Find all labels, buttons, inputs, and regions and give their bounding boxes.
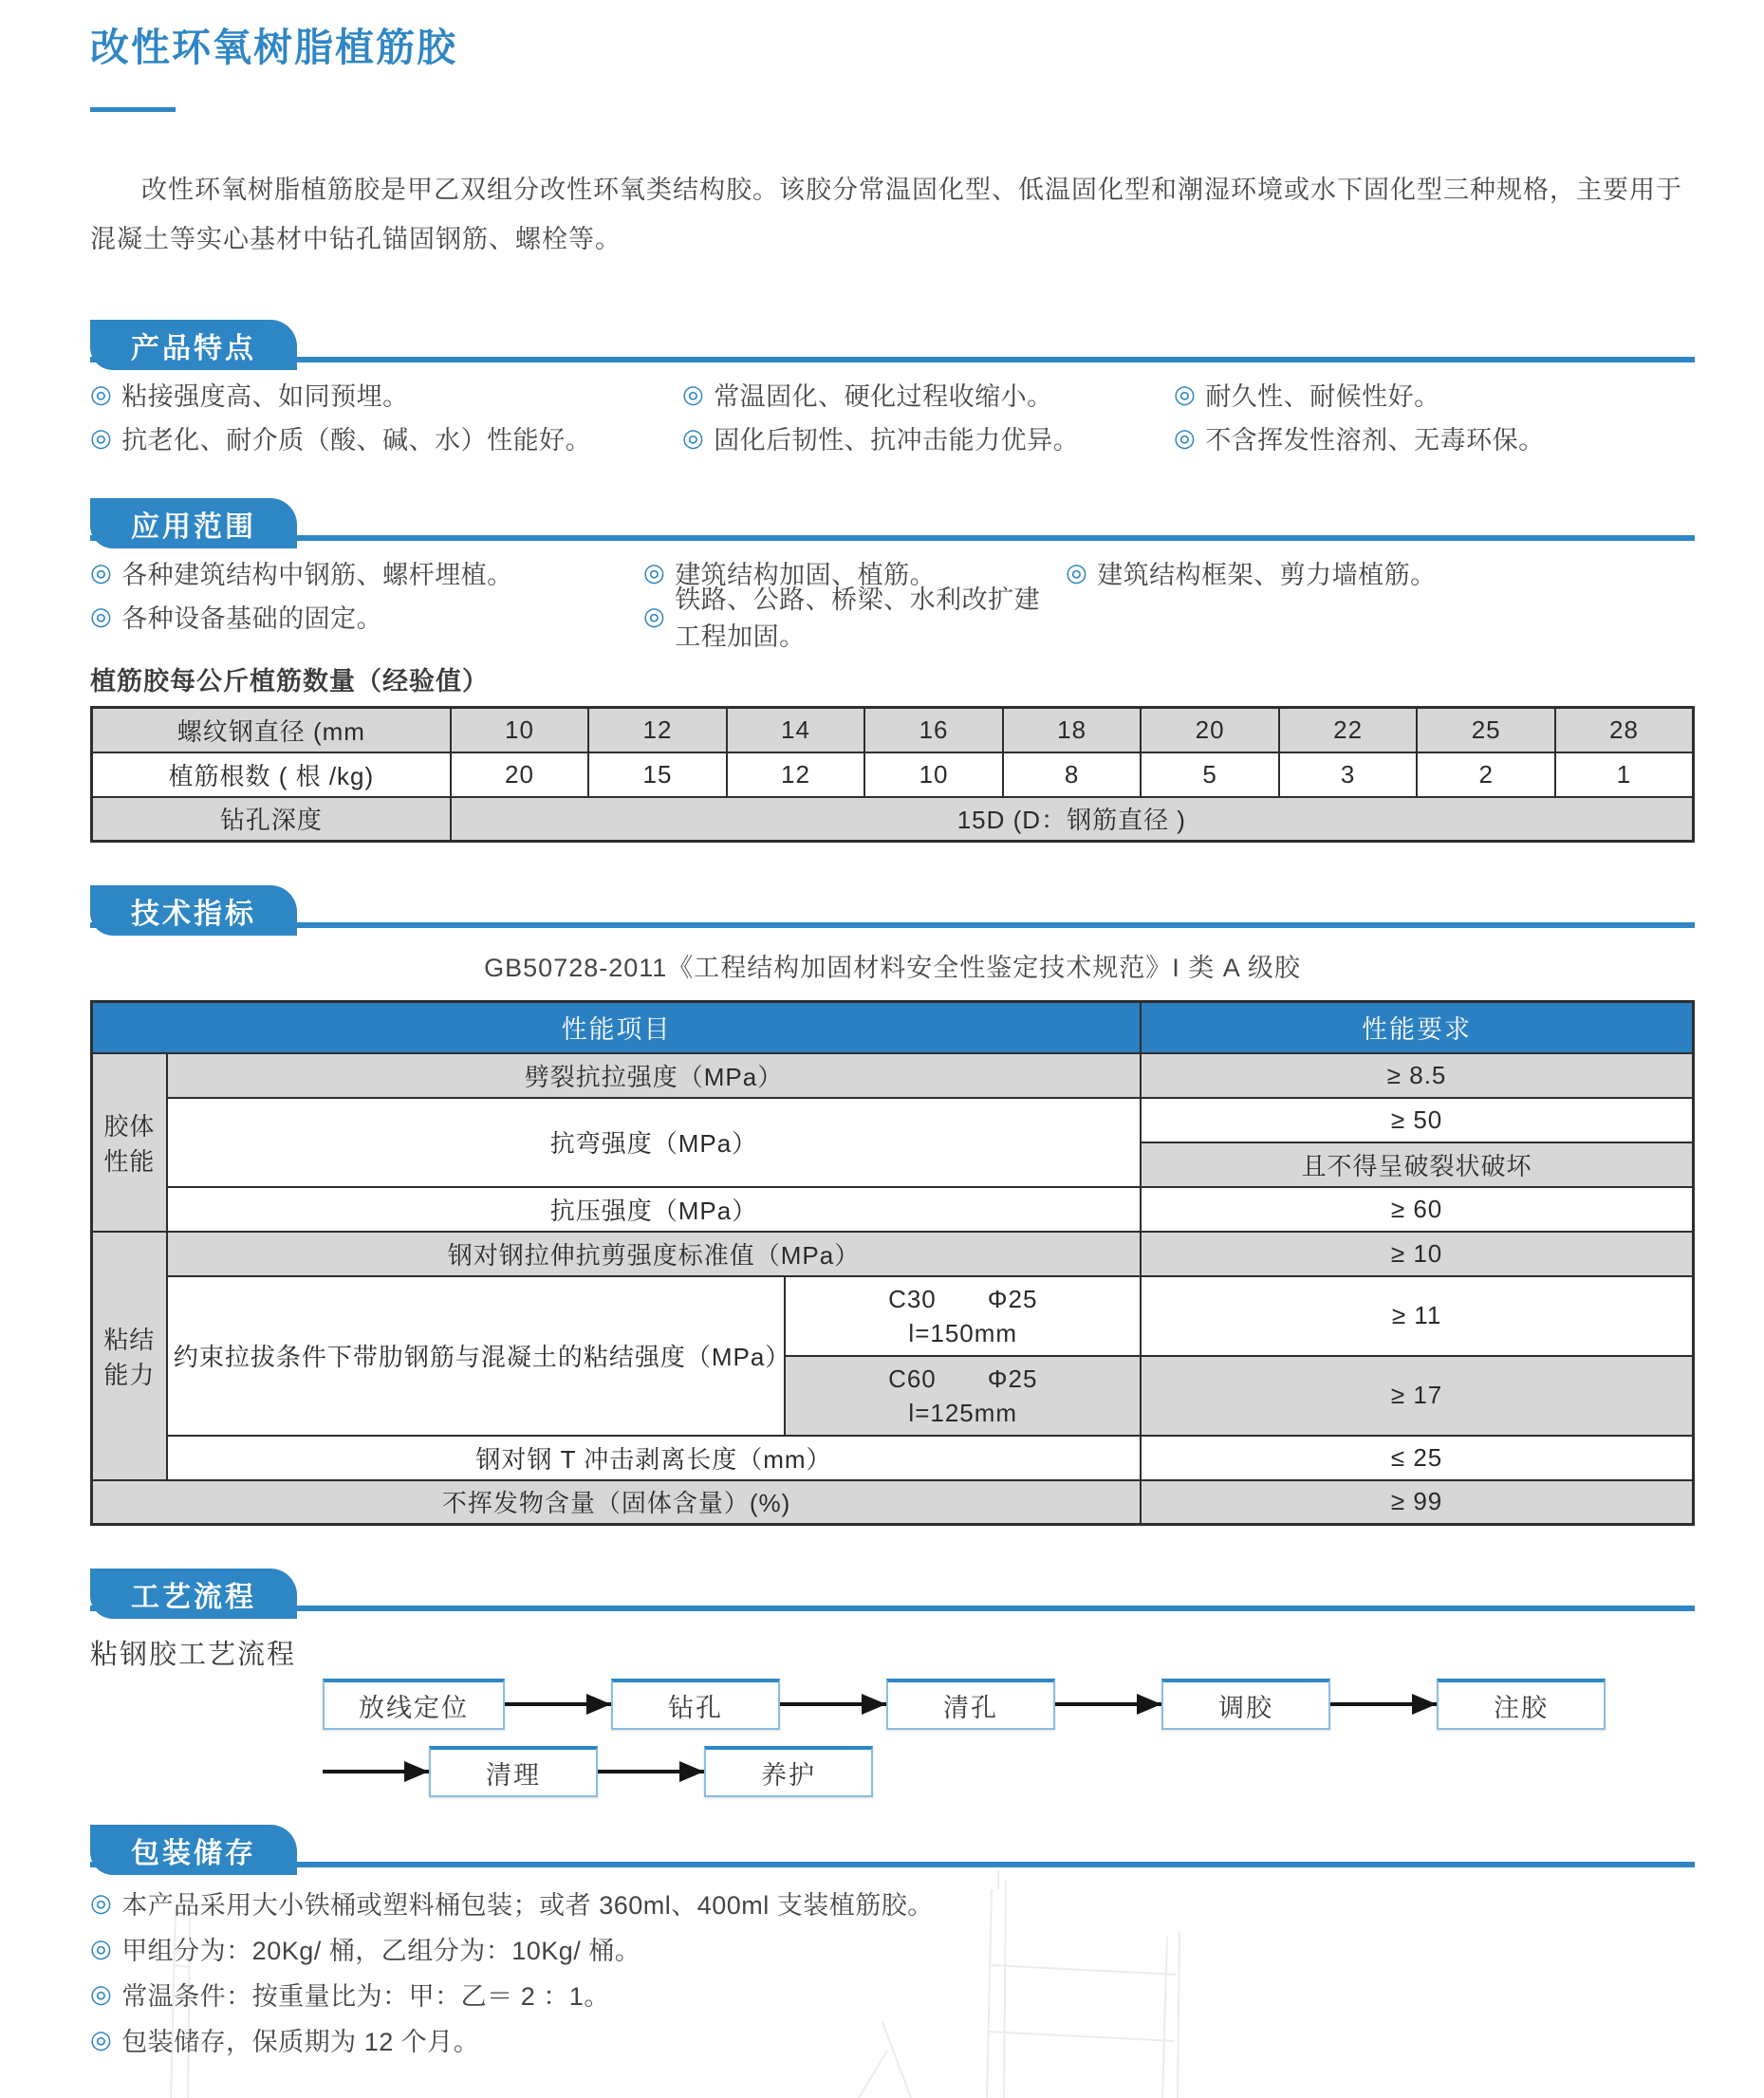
feature-item [90,419,591,456]
flow-step-box: 调胶 [1161,1679,1330,1730]
feature-text: 粘接强度高、如同预埋。 [121,381,409,411]
group-cell: 粘结能力 [92,1232,167,1480]
section-badge-tech: 技术指标 [90,885,297,936]
flow-step-box: 放线定位 [323,1679,505,1730]
section-header-features [90,315,1695,370]
feature-text: 固化后韧性、抗冲击能力优异。 [714,425,1080,455]
section-rule [90,922,1695,928]
application-item [90,598,382,635]
double-circle-bullet-icon: ◎ [90,558,113,587]
double-circle-bullet-icon: ◎ [1066,558,1088,587]
cell: 1 [1555,752,1694,797]
section-badge-applications: 应用范围 [90,498,297,548]
packaging-list [90,1888,1695,2056]
arrow-right-icon [598,1770,704,1773]
value-cell: 且不得呈破裂状破坏 [1141,1142,1693,1187]
table-row [92,1436,1694,1480]
value-cell: ≥ 8.5 [1141,1053,1693,1098]
header-item: 性能项目 [92,1002,1142,1053]
property-cell: 不挥发物含量（固体含量）(%) [92,1480,1142,1525]
section-badge-process: 工艺流程 [90,1569,297,1619]
value-cell: ≥ 50 [1141,1098,1693,1142]
section-rule [90,1606,1695,1611]
flow-step-box: 注胶 [1437,1679,1606,1730]
table-row [92,1276,1694,1356]
cell: 12 [588,708,727,752]
header-req: 性能要求 [1141,1002,1693,1053]
feature-text: 常温固化、硬化过程收缩小。 [714,381,1053,411]
feature-text: 抗老化、耐介质（酸、碱、水）性能好。 [121,425,592,455]
page-title: 改性环氧树脂植筋胶 [90,26,457,69]
condition-line: C60 Φ25 [888,1364,1038,1393]
row-header: 螺纹钢直径 (mm [92,708,451,752]
packaging-text: 常温条件：按重量比为：甲：乙＝ 2 ：1。 [121,1981,610,2011]
value-cell: ≥ 10 [1141,1232,1693,1276]
packaging-item [90,1934,1695,1965]
feature-item [1174,419,1545,456]
property-cell: 约束拉拔条件下带肋钢筋与混凝土的粘结强度（MPa） [167,1276,786,1436]
property-cell: 抗弯强度（MPa） [167,1098,1141,1187]
property-cell: 钢对钢 T 冲击剥离长度（mm） [167,1436,1141,1480]
cell: 20 [451,752,589,797]
value-cell: ≥ 11 [1141,1276,1693,1356]
rebar-table-caption: 植筋胶每公斤植筋数量（经验值） [90,667,489,696]
cell: 10 [864,752,1003,797]
property-cell: 劈裂抗拉强度（MPa） [167,1053,1141,1098]
feature-item [682,419,1079,456]
feature-text: 耐久性、耐候性好。 [1205,381,1440,411]
table-row [92,1187,1694,1232]
cell: 8 [1003,752,1142,797]
table-row [92,1480,1694,1525]
cell: 14 [727,708,865,752]
table-row [92,1098,1694,1142]
section-rule [90,1862,1695,1867]
feature-text: 不含挥发性溶剂、无毒环保。 [1205,425,1545,455]
condition-line: l=150mm [908,1318,1018,1347]
intro-paragraph: 改性环氧树脂植筋胶是甲乙双组分改性环氧类结构胶。该胶分常温固化型、低温固化型和潮湿环境或水下固化型三种规格，主要用于混凝土等实心基材中钻孔锚固钢筋、螺栓等。 [90,176,1682,254]
process-flow-label: 粘钢胶工艺流程 [90,1640,297,1671]
flow-step-box: 钻孔 [611,1679,780,1730]
group-cell: 胶体性能 [92,1053,167,1232]
value-cell: ≤ 25 [1141,1436,1693,1480]
flow-step-box: 清理 [429,1746,598,1797]
process-flow-row-1 [323,1678,1695,1731]
cell: 28 [1555,708,1694,752]
property-cell: 抗压强度（MPa） [167,1187,1141,1232]
condition-cell [785,1356,1141,1436]
double-circle-bullet-icon: ◎ [90,1979,113,2009]
application-text: 铁路、公路、桥梁、水利改扩建工程加固。 [675,585,1041,652]
application-item [90,554,513,591]
cell: 22 [1279,708,1418,752]
arrow-right-icon [1330,1702,1437,1706]
value-cell: ≥ 17 [1141,1356,1693,1436]
condition-line: l=125mm [908,1398,1018,1427]
features-list [90,372,1695,459]
table-row [92,1232,1694,1276]
feature-item [682,376,1053,413]
arrow-right-icon [323,1770,429,1773]
arrow-right-icon [505,1702,611,1706]
section-header-packaging [90,1820,1695,1875]
tech-standard-line: GB50728-2011《工程结构加固材料安全性鉴定技术规范》I 类 A 级胶 [484,954,1301,983]
rebar-table [90,706,1695,843]
condition-cell [785,1276,1141,1356]
double-circle-bullet-icon: ◎ [90,423,113,453]
double-circle-bullet-icon: ◎ [90,1888,113,1918]
packaging-item [90,2025,1695,2056]
cell: 16 [864,708,1003,752]
table-header-row [92,1002,1694,1053]
cell: 15D (D：钢筋直径 ) [451,797,1694,842]
double-circle-bullet-icon: ◎ [90,1934,113,1963]
cell: 20 [1141,708,1279,752]
title-underline [90,107,176,112]
feature-item [90,376,409,413]
double-circle-bullet-icon: ◎ [1174,380,1197,409]
cell: 15 [588,752,727,797]
arrow-right-icon [780,1702,886,1706]
cell: 2 [1417,752,1555,797]
table-row [92,752,1694,797]
value-cell: ≥ 99 [1141,1480,1693,1525]
application-text: 建筑结构框架、剪力墙植筋。 [1097,560,1437,589]
section-header-applications [90,493,1695,548]
application-text: 建筑结构加固、植筋。 [675,560,937,589]
value-cell: ≥ 60 [1141,1187,1693,1232]
application-item [1066,554,1437,591]
tech-table [90,1000,1695,1526]
double-circle-bullet-icon: ◎ [643,558,666,587]
section-badge-packaging: 包装储存 [90,1825,297,1875]
arrow-right-icon [1055,1702,1161,1706]
cell: 5 [1141,752,1279,797]
property-cell: 钢对钢拉伸抗剪强度标准值（MPa） [167,1232,1141,1276]
section-badge-features: 产品特点 [90,320,297,370]
double-circle-bullet-icon: ◎ [643,602,666,631]
cell: 18 [1003,708,1142,752]
cell: 25 [1417,708,1555,752]
packaging-text: 本产品采用大小铁桶或塑料桶包装；或者 360ml、400ml 支装植筋胶。 [121,1890,934,1920]
application-text: 各种建筑结构中钢筋、螺杆埋植。 [121,560,513,589]
table-row [92,708,1694,752]
cell: 12 [727,752,865,797]
double-circle-bullet-icon: ◎ [682,380,705,409]
cell: 10 [451,708,589,752]
packaging-text: 包装储存，保质期为 12 个月。 [121,2027,480,2056]
packaging-item [90,1979,1695,2011]
table-row [92,1053,1694,1098]
flow-step-box: 养护 [704,1746,873,1797]
double-circle-bullet-icon: ◎ [682,423,705,453]
packaging-text: 甲组分为：20Kg/ 桶，乙组分为：10Kg/ 桶。 [121,1936,641,1965]
process-flow-row-2 [323,1748,1695,1795]
feature-item [1174,376,1440,413]
application-item [643,579,1066,653]
condition-line: C30 Φ25 [888,1284,1038,1313]
applications-list [90,550,1695,652]
application-text: 各种设备基础的固定。 [121,603,383,633]
section-header-tech [90,881,1695,936]
section-rule [90,357,1695,362]
double-circle-bullet-icon: ◎ [90,602,113,631]
flow-step-box: 清孔 [886,1679,1055,1730]
double-circle-bullet-icon: ◎ [1174,423,1197,453]
section-rule [90,535,1695,541]
double-circle-bullet-icon: ◎ [90,380,113,409]
row-header: 植筋根数 ( 根 /kg) [92,752,451,797]
table-row [92,797,1694,842]
double-circle-bullet-icon: ◎ [90,2025,113,2054]
packaging-item [90,1888,1695,1920]
cell: 3 [1279,752,1418,797]
section-header-process [90,1564,1695,1619]
row-header: 钻孔深度 [92,797,451,842]
